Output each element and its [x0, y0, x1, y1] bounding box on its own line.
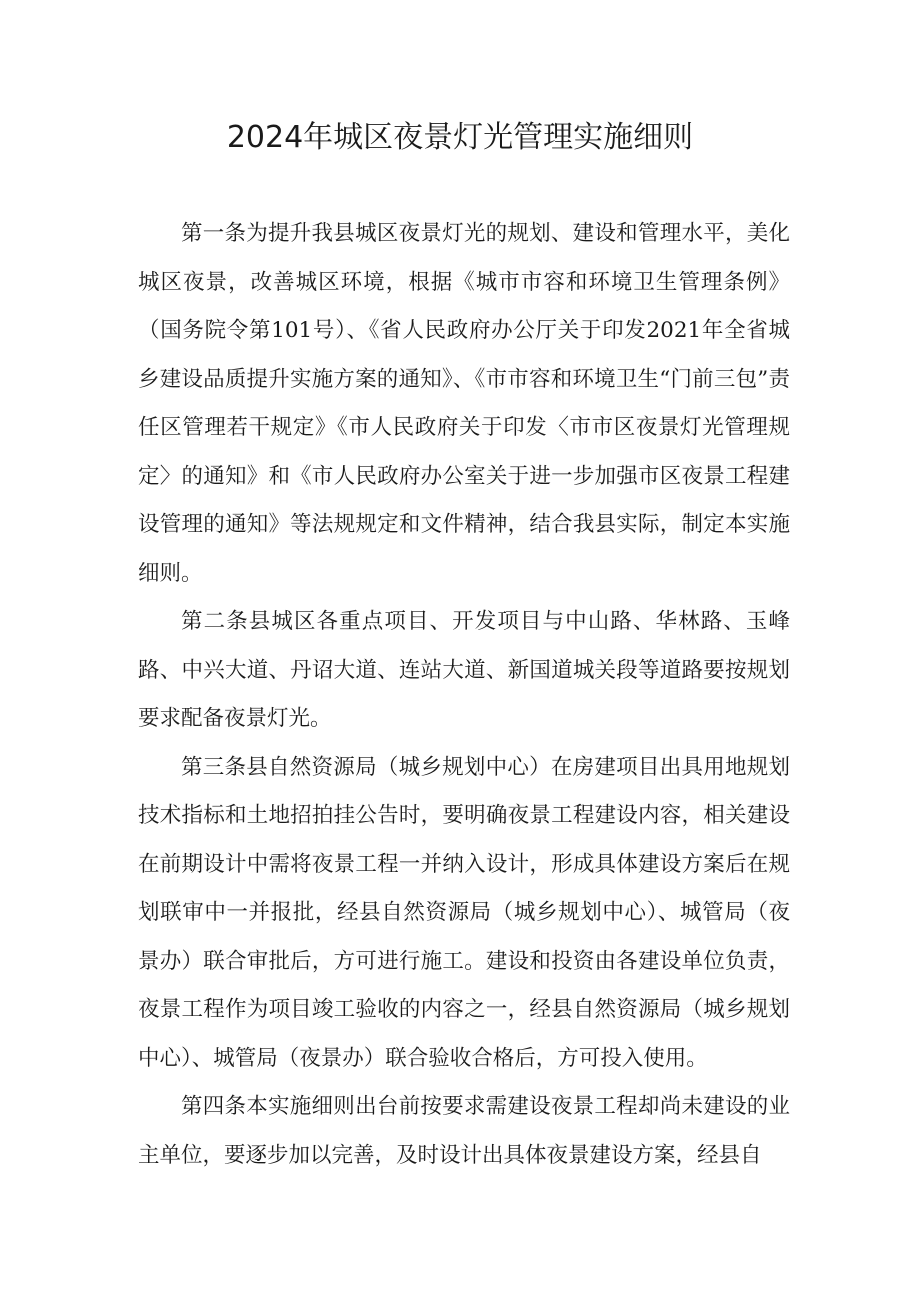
paragraph-article-4: 第四条本实施细则出台前按要求需建设夜景工程却尚未建设的业主单位，要逐步加以完善，及时设计出具体夜景建设方案，经县自 — [138, 1094, 790, 1168]
paragraph-article-3: 第三条县自然资源局（城乡规划中心）在房建项目出具用地规划技术指标和土地招拍挂公告时，要明确夜景工程建设内容，相关建设在前期设计中需将夜景工程一并纳入设计，形成具体建设方案后在规划联审中一并报批，经县自然资源局（城乡规划中心）、城管局（夜景办）联合审批后，方可进行施工。建设和投资由各建设单位负责，夜景工程作为项目竣工验收的内容之一，经县自然资源局（城乡规划中心）、城管局（夜景办）联合验收合格后，方可投入使用。 — [138, 754, 790, 1071]
document-title: 2024年城区夜景灯光管理实施细则 — [226, 120, 694, 155]
paragraph-article-1: 第一条为提升我县城区夜景灯光的规划、建设和管理水平，美化城区夜景，改善城区环境，根据《城市市容和环境卫生管理条例》（国务院令第101号）、《省人民政府办公厅关于印发2021年全省城乡建设品质提升实施方案的通知》、《市市容和环境卫生“门前三包”责任区管理若干规定》《市人民政府关于印发〈市市区夜景灯光管理规定〉的通知》和《市人民政府办公室关于进一步加强市区夜景工程建设管理的通知》等法规规定和文件精神，结合我县实际，制定本实施细则。 — [138, 221, 790, 586]
paragraph-article-2: 第二条县城区各重点项目、开发项目与中山路、华林路、玉峰路、中兴大道、丹诏大道、连站大道、新国道城关段等道路要按规划要求配备夜景灯光。 — [138, 609, 790, 731]
document-body — [138, 210, 790, 1180]
